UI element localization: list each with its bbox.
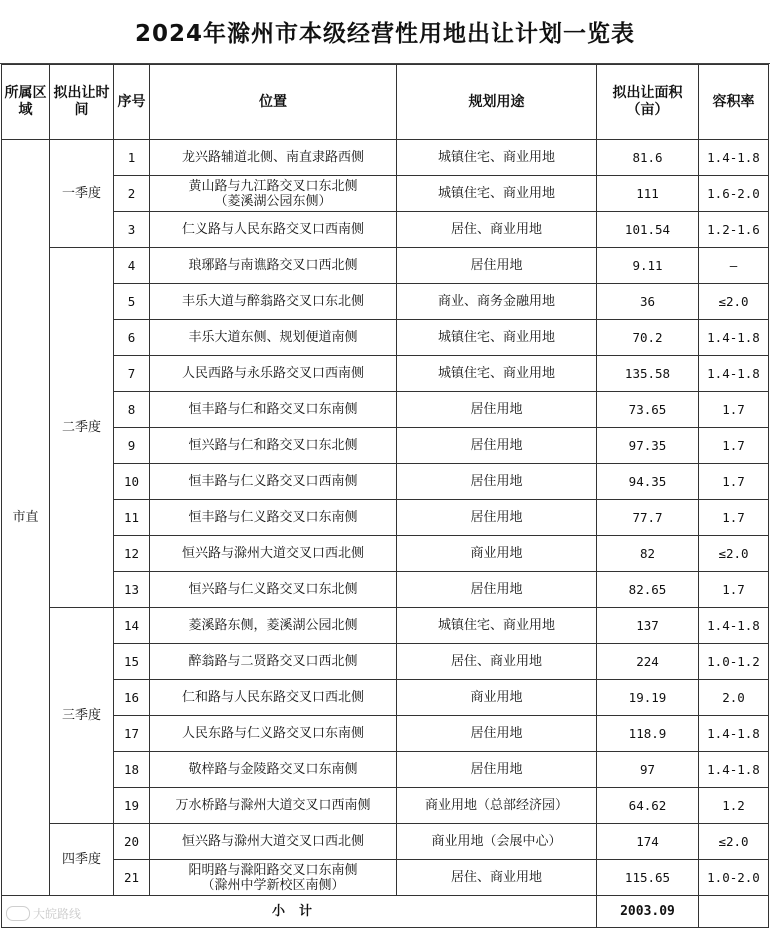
far-cell: 1.7 (699, 500, 769, 536)
area-cell: 94.35 (597, 464, 699, 500)
header-time: 拟出让时间 (50, 65, 114, 140)
quarter-cell: 四季度 (50, 824, 114, 896)
far-cell: 1.4-1.8 (699, 716, 769, 752)
location-cell (150, 536, 397, 572)
location-cell (150, 356, 397, 392)
far-cell: 1.0-1.2 (699, 644, 769, 680)
use-cell: 城镇住宅、商业用地 (397, 356, 597, 392)
location-cell (150, 176, 397, 212)
table-body (2, 140, 769, 896)
location-note: （滁州中学新校区南侧） (201, 877, 345, 893)
area-cell: 82.65 (597, 572, 699, 608)
subtotal-far (699, 896, 769, 928)
location-text: 恒兴路与滁州大道交叉口西北侧 (181, 546, 364, 561)
use-cell: 居住、商业用地 (397, 860, 597, 896)
far-cell: 1.0-2.0 (699, 860, 769, 896)
location-text: 龙兴路辅道北侧、南直隶路西侧 (181, 150, 364, 165)
location-text: 阳明路与滁阳路交叉口东南侧 (188, 862, 358, 878)
far-cell: ≤2.0 (699, 824, 769, 860)
far-cell: 1.2 (699, 788, 769, 824)
row-no-cell: 3 (114, 212, 150, 248)
row-no-cell: 14 (114, 608, 150, 644)
header-region: 所属区域 (2, 65, 50, 140)
watermark-logo-icon (6, 906, 30, 921)
use-cell: 居住用地 (397, 464, 597, 500)
area-cell: 174 (597, 824, 699, 860)
use-cell: 居住、商业用地 (397, 212, 597, 248)
row-no-cell: 20 (114, 824, 150, 860)
table-row (2, 608, 769, 644)
area-cell: 70.2 (597, 320, 699, 356)
table-row (2, 284, 769, 320)
location-text: 恒兴路与仁义路交叉口东北侧 (188, 582, 358, 597)
row-no-cell: 4 (114, 248, 150, 284)
location-cell (150, 644, 397, 680)
header-use: 规划用途 (397, 65, 597, 140)
region-cell: 市直 (2, 140, 50, 896)
table-row (2, 536, 769, 572)
use-cell: 居住用地 (397, 752, 597, 788)
area-cell: 77.7 (597, 500, 699, 536)
location-cell (150, 860, 397, 896)
use-cell: 城镇住宅、商业用地 (397, 320, 597, 356)
row-no-cell: 5 (114, 284, 150, 320)
location-cell (150, 248, 397, 284)
header-area: 拟出让面积（亩） (597, 65, 699, 140)
area-cell: 224 (597, 644, 699, 680)
use-cell: 城镇住宅、商业用地 (397, 176, 597, 212)
table-row (2, 680, 769, 716)
far-cell: 1.6-2.0 (699, 176, 769, 212)
subtotal-row (2, 896, 769, 928)
table-row (2, 572, 769, 608)
location-text: 菱溪路东侧，菱溪湖公园北侧 (188, 618, 358, 633)
location-text: 恒兴路与滁州大道交叉口西北侧 (181, 834, 364, 849)
use-cell: 居住用地 (397, 428, 597, 464)
table-row (2, 176, 769, 212)
location-cell (150, 212, 397, 248)
location-cell (150, 716, 397, 752)
table-row (2, 788, 769, 824)
location-cell (150, 464, 397, 500)
use-cell: 商业用地（会展中心） (397, 824, 597, 860)
area-cell: 36 (597, 284, 699, 320)
use-cell: 居住用地 (397, 572, 597, 608)
row-no-cell: 11 (114, 500, 150, 536)
far-cell: 1.7 (699, 464, 769, 500)
area-cell: 97 (597, 752, 699, 788)
location-text: 醉翁路与二贤路交叉口西北侧 (188, 654, 358, 669)
area-cell: 111 (597, 176, 699, 212)
area-cell: 115.65 (597, 860, 699, 896)
location-text: 恒丰路与仁和路交叉口东南侧 (188, 402, 358, 417)
table-row (2, 860, 769, 896)
location-text: 丰乐大道东侧、规划便道南侧 (188, 330, 358, 345)
table-row (2, 212, 769, 248)
row-no-cell: 2 (114, 176, 150, 212)
location-text: 万水桥路与滁州大道交叉口西南侧 (175, 798, 371, 813)
far-cell: 1.7 (699, 392, 769, 428)
location-cell (150, 752, 397, 788)
area-cell: 64.62 (597, 788, 699, 824)
location-text: 敬梓路与金陵路交叉口东南侧 (188, 762, 358, 777)
location-cell (150, 500, 397, 536)
area-cell: 81.6 (597, 140, 699, 176)
far-cell: 2.0 (699, 680, 769, 716)
table-row (2, 392, 769, 428)
use-cell: 城镇住宅、商业用地 (397, 608, 597, 644)
far-cell: 1.7 (699, 572, 769, 608)
watermark (6, 905, 81, 922)
location-text: 丰乐大道与醉翁路交叉口东北侧 (181, 294, 364, 309)
quarter-cell: 三季度 (50, 608, 114, 824)
far-cell: 1.4-1.8 (699, 320, 769, 356)
area-cell: 137 (597, 608, 699, 644)
far-cell: 1.4-1.8 (699, 608, 769, 644)
row-no-cell: 12 (114, 536, 150, 572)
location-cell (150, 392, 397, 428)
location-cell (150, 788, 397, 824)
far-cell: ≤2.0 (699, 536, 769, 572)
header-no: 序号 (114, 65, 150, 140)
area-cell: 101.54 (597, 212, 699, 248)
location-note: （菱溪湖公园东侧） (214, 193, 332, 209)
far-cell: 1.4-1.8 (699, 752, 769, 788)
location-cell (150, 284, 397, 320)
table-row (2, 140, 769, 176)
location-cell (150, 428, 397, 464)
row-no-cell: 17 (114, 716, 150, 752)
subtotal-label: 小计 (2, 896, 597, 928)
row-no-cell: 21 (114, 860, 150, 896)
row-no-cell: 8 (114, 392, 150, 428)
table-row (2, 752, 769, 788)
use-cell: 城镇住宅、商业用地 (397, 140, 597, 176)
table-row (2, 356, 769, 392)
table-row (2, 644, 769, 680)
location-text: 仁义路与人民东路交叉口西南侧 (181, 222, 364, 237)
table-row (2, 824, 769, 860)
use-cell: 居住用地 (397, 392, 597, 428)
row-no-cell: 6 (114, 320, 150, 356)
row-no-cell: 18 (114, 752, 150, 788)
location-text: 恒丰路与仁义路交叉口西南侧 (188, 474, 358, 489)
location-text: 仁和路与人民东路交叉口西北侧 (181, 690, 364, 705)
watermark-text: 大皖路线 (33, 907, 82, 921)
area-cell: 118.9 (597, 716, 699, 752)
table-row (2, 464, 769, 500)
quarter-cell: 二季度 (50, 248, 114, 608)
table-row (2, 500, 769, 536)
row-no-cell: 7 (114, 356, 150, 392)
location-cell (150, 140, 397, 176)
far-cell: 1.4-1.8 (699, 356, 769, 392)
location-cell (150, 680, 397, 716)
use-cell: 商业用地 (397, 536, 597, 572)
area-cell: 82 (597, 536, 699, 572)
page-title: 2024年滁州市本级经营性用地出让计划一览表 (0, 0, 770, 64)
far-cell: ≤2.0 (699, 284, 769, 320)
header-location: 位置 (150, 65, 397, 140)
location-text: 恒兴路与仁和路交叉口东北侧 (188, 438, 358, 453)
row-no-cell: 19 (114, 788, 150, 824)
location-text: 人民东路与仁义路交叉口东南侧 (181, 726, 364, 741)
location-cell (150, 824, 397, 860)
far-cell: — (699, 248, 769, 284)
row-no-cell: 9 (114, 428, 150, 464)
area-cell: 97.35 (597, 428, 699, 464)
row-no-cell: 10 (114, 464, 150, 500)
location-cell (150, 320, 397, 356)
header-far: 容积率 (699, 65, 769, 140)
use-cell: 居住用地 (397, 716, 597, 752)
location-text: 黄山路与九江路交叉口东北侧 (188, 178, 358, 194)
use-cell: 居住用地 (397, 500, 597, 536)
use-cell: 商业用地（总部经济园） (397, 788, 597, 824)
quarter-cell: 一季度 (50, 140, 114, 248)
far-cell: 1.2-1.6 (699, 212, 769, 248)
table-row (2, 428, 769, 464)
area-cell: 19.19 (597, 680, 699, 716)
area-cell: 73.65 (597, 392, 699, 428)
location-text: 琅琊路与南谯路交叉口西北侧 (188, 258, 358, 273)
use-cell: 居住、商业用地 (397, 644, 597, 680)
use-cell: 商业用地 (397, 680, 597, 716)
location-cell (150, 608, 397, 644)
table-row (2, 248, 769, 284)
land-plan-table (1, 64, 769, 928)
location-cell (150, 572, 397, 608)
far-cell: 1.4-1.8 (699, 140, 769, 176)
area-cell: 135.58 (597, 356, 699, 392)
row-no-cell: 1 (114, 140, 150, 176)
row-no-cell: 15 (114, 644, 150, 680)
far-cell: 1.7 (699, 428, 769, 464)
subtotal-value: 2003.09 (597, 896, 699, 928)
table-row (2, 320, 769, 356)
table-row (2, 716, 769, 752)
row-no-cell: 13 (114, 572, 150, 608)
location-text: 人民西路与永乐路交叉口西南侧 (181, 366, 364, 381)
area-cell: 9.11 (597, 248, 699, 284)
location-text: 恒丰路与仁义路交叉口东南侧 (188, 510, 358, 525)
use-cell: 商业、商务金融用地 (397, 284, 597, 320)
use-cell: 居住用地 (397, 248, 597, 284)
row-no-cell: 16 (114, 680, 150, 716)
